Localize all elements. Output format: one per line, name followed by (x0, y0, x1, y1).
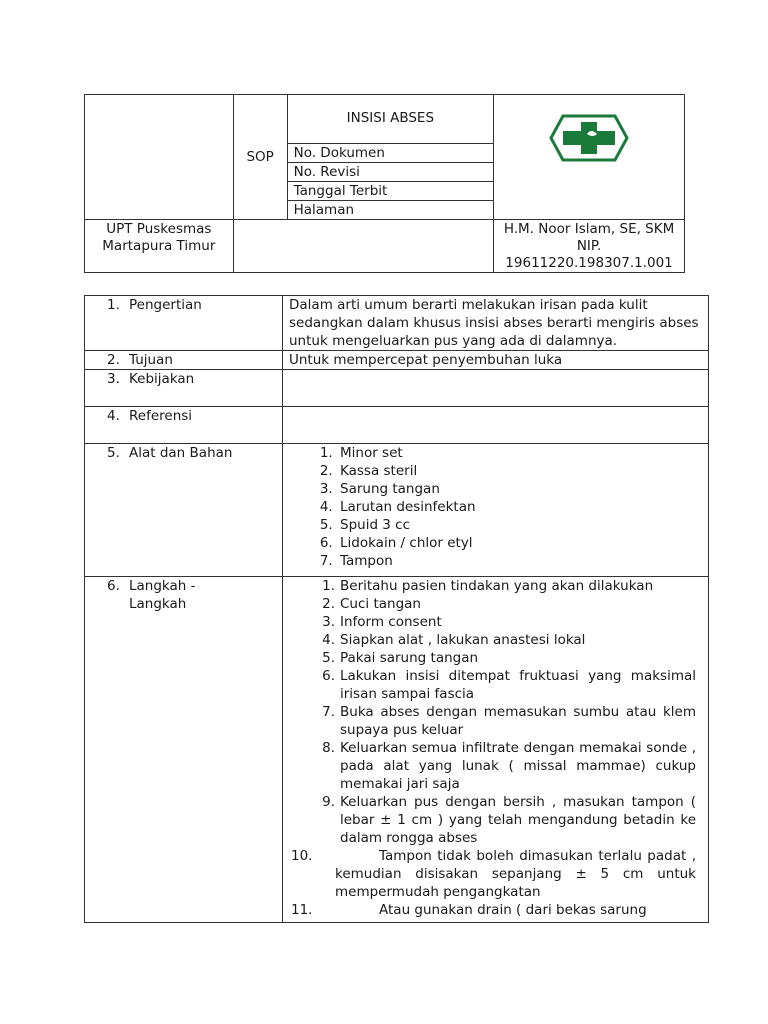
section-label: Pengertian (129, 297, 202, 313)
list-item-text: Pakai sarung tangan (340, 650, 479, 666)
section-label: Referensi (129, 408, 193, 424)
list-item (289, 595, 702, 613)
section-number: 2. (107, 352, 120, 368)
section-number: 5. (107, 445, 120, 461)
field-tanggal-terbit: Tanggal Terbit (288, 182, 493, 201)
section-label-line2: Langkah (129, 596, 187, 612)
section-content: Untuk mempercepat penyembuhan luka (283, 351, 709, 370)
section-row-referensi (85, 407, 709, 444)
section-number: 6. (107, 578, 120, 594)
list-item-text: Siapkan alat , lakukan anastesi lokal (340, 632, 586, 648)
list-item-text: Cuci tangan (340, 596, 421, 612)
list-item-text: 10. Tampon tidak boleh dimasukan terlalu padat , kemudian disisakan sepanjang ± 5 cm untuk mempermudah pengangkatan (291, 848, 696, 900)
field-no-dokumen: No. Dokumen (288, 144, 493, 163)
signer-nip-label: NIP. (576, 238, 602, 254)
list-item-number: 10. (291, 848, 313, 864)
signer-name: H.M. Noor Islam, SE, SKM (503, 221, 675, 237)
section-content (283, 444, 709, 577)
puskesmas-cross-logo-icon (549, 110, 684, 166)
list-item-text: Keluarkan pus dengan bersih , masukan tampon ( lebar ± 1 cm ) yang telah mengandung betadin ke dalam rongga abses (340, 794, 696, 846)
list-item-number: 6. (322, 668, 335, 684)
list-item-number: 5. (322, 650, 335, 666)
list-item-number: 11. (291, 902, 313, 918)
section-content: Dalam arti umum berarti melakukan irisan pada kulit sedangkan dalam khusus insisi abses berarti mengiris abses untuk mengeluarkan pus yang ada di dalamnya. (283, 296, 709, 351)
section-label-cell (85, 351, 283, 370)
list-item (289, 847, 702, 901)
list-item (289, 901, 702, 919)
section-label: Alat dan Bahan (129, 445, 233, 461)
list-item: 5. Spuid 3 cc (337, 516, 702, 534)
list-item-text: Beritahu pasien tindakan yang akan dilakukan (340, 578, 654, 594)
list-item-number: 4. (322, 632, 335, 648)
section-label-cell (85, 407, 283, 444)
list-item (289, 703, 702, 739)
list-item-number: 9. (322, 794, 335, 810)
section-number: 3. (107, 371, 120, 387)
list-item-number: 3. (322, 614, 335, 630)
list-item (289, 649, 702, 667)
list-item-text: Lakukan insisi ditempat fruktuasi yang maksimal irisan sampai fascia (340, 668, 696, 702)
alat-bahan-list (289, 444, 702, 570)
section-label-cell (85, 370, 283, 407)
list-item (289, 793, 702, 847)
section-label: Tujuan (129, 352, 173, 368)
list-item (289, 631, 702, 649)
doc-type-cell (233, 95, 287, 220)
list-item-number: 7. (322, 704, 335, 720)
section-number: 1. (107, 297, 120, 313)
section-row-langkah (85, 577, 709, 923)
doc-title: INSISI ABSES (288, 95, 493, 144)
list-item (289, 577, 702, 595)
section-content (283, 407, 709, 444)
section-content (283, 577, 709, 923)
list-item-number: 1. (322, 578, 335, 594)
signer-nip: 19611220.198307.1.001 (505, 255, 673, 271)
middle-blank-cell (233, 220, 493, 273)
section-label-cell (85, 296, 283, 351)
list-item: 7. Tampon (337, 552, 702, 570)
section-row-alat-bahan (85, 444, 709, 577)
list-item-number: 8. (322, 740, 335, 756)
org-name-line2: Martapura Timur (102, 238, 216, 254)
section-label-line1: Langkah - (129, 578, 196, 594)
list-item-text: 11. Atau gunakan drain ( dari bekas sarung (291, 902, 647, 918)
sop-header-table (84, 94, 685, 273)
list-item: 3. Sarung tangan (337, 480, 702, 498)
header-blank-cell (85, 95, 234, 220)
signer-cell (494, 220, 685, 273)
sop-content-table (84, 295, 709, 923)
list-item-number: 2. (322, 596, 335, 612)
langkah-list (289, 577, 702, 919)
list-item: 4. Larutan desinfektan (337, 498, 702, 516)
list-item (289, 613, 702, 631)
section-label-cell (85, 577, 283, 923)
section-content (283, 370, 709, 407)
field-no-revisi: No. Revisi (288, 163, 493, 182)
title-fields-cell (287, 95, 493, 220)
section-label: Kebijakan (129, 371, 195, 387)
section-number: 4. (107, 408, 120, 424)
section-label-cell (85, 444, 283, 577)
list-item (289, 667, 702, 703)
list-item: 2. Kassa steril (337, 462, 702, 480)
org-name-line1: UPT Puskesmas (106, 221, 212, 237)
list-item-text: Buka abses dengan memasukan sumbu atau klem supaya pus keluar (340, 704, 696, 738)
list-item (289, 739, 702, 793)
list-item: 6. Lidokain / chlor etyl (337, 534, 702, 552)
org-cell (85, 220, 234, 273)
list-item-text: Keluarkan semua infiltrate dengan memakai sonde , pada alat yang lunak ( missal mammae) cukup memakai jari saja (340, 740, 696, 792)
doc-type-label: SOP (246, 149, 274, 165)
list-item-text: Inform consent (340, 614, 442, 630)
logo-cell (494, 95, 685, 220)
section-row-tujuan (85, 351, 709, 370)
section-row-kebijakan (85, 370, 709, 407)
section-row-pengertian (85, 296, 709, 351)
list-item: 1. Minor set (337, 444, 702, 462)
field-halaman: Halaman (293, 202, 355, 218)
